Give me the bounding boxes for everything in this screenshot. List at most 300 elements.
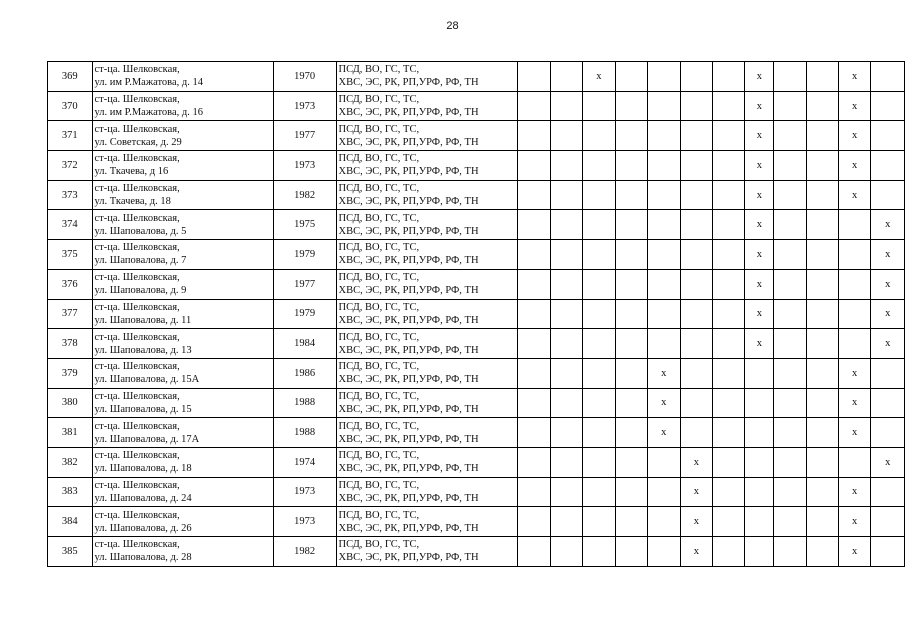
address-locality: ст-ца. Шелковская, xyxy=(94,539,180,551)
mark-cell xyxy=(774,537,806,567)
year-cell: 1988 xyxy=(273,418,336,448)
mark-cell xyxy=(806,447,838,477)
mark-cell xyxy=(615,210,647,240)
row-number-cell: 380 xyxy=(48,388,93,418)
mark-cell xyxy=(745,537,774,567)
address-locality: ст-ца. Шелковская, xyxy=(94,153,180,165)
mark-cell xyxy=(680,358,713,388)
address-locality: ст-ца. Шелковская, xyxy=(94,420,180,432)
mark-cell xyxy=(774,269,806,299)
mark-cell: x xyxy=(838,388,871,418)
mark-cell: x xyxy=(871,269,905,299)
address-cell xyxy=(92,358,273,388)
address-street: ул. Шаповалова, д. 5 xyxy=(94,225,187,237)
mark-cell xyxy=(774,62,806,92)
table-row xyxy=(48,329,905,359)
mark-cell: x xyxy=(838,507,871,537)
mark-cell xyxy=(550,477,582,507)
systems-line: ХВС, ЭС, РК, РП,УРФ, РФ, ТН xyxy=(338,433,479,445)
mark-cell: x xyxy=(838,151,871,181)
address-street: ул. Шаповалова, д. 15А xyxy=(94,374,200,386)
systems-cell xyxy=(336,388,518,418)
table-row xyxy=(48,358,905,388)
systems-line: ХВС, ЭС, РК, РП,УРФ, РФ, ТН xyxy=(338,77,479,89)
address-cell xyxy=(92,240,273,270)
table-row xyxy=(48,299,905,329)
mark-cell xyxy=(647,180,680,210)
mark-cell: x xyxy=(680,507,713,537)
address-street: ул. Шаповалова, д. 13 xyxy=(94,344,192,356)
systems-line: ПСД, ВО, ГС, ТС, xyxy=(338,509,420,521)
mark-cell: x xyxy=(838,180,871,210)
mark-cell xyxy=(647,537,680,567)
mark-cell xyxy=(583,151,616,181)
systems-line: ХВС, ЭС, РК, РП,УРФ, РФ, ТН xyxy=(338,522,479,534)
mark-cell xyxy=(518,388,550,418)
mark-cell xyxy=(550,388,582,418)
mark-cell xyxy=(838,210,871,240)
mark-cell xyxy=(583,447,616,477)
mark-cell xyxy=(806,418,838,448)
row-number-cell: 378 xyxy=(48,329,93,359)
systems-line: ПСД, ВО, ГС, ТС, xyxy=(338,123,420,135)
address-street: ул. Шаповалова, д. 17А xyxy=(94,433,200,445)
systems-cell xyxy=(336,121,518,151)
mark-cell xyxy=(615,91,647,121)
mark-cell xyxy=(680,269,713,299)
mark-cell xyxy=(647,329,680,359)
mark-cell: x xyxy=(838,537,871,567)
row-number-cell: 372 xyxy=(48,151,93,181)
mark-cell xyxy=(518,269,550,299)
mark-cell xyxy=(615,507,647,537)
mark-cell xyxy=(680,299,713,329)
mark-cell xyxy=(806,477,838,507)
mark-cell xyxy=(774,507,806,537)
address-locality: ст-ца. Шелковская, xyxy=(94,331,180,343)
table-row xyxy=(48,447,905,477)
mark-cell xyxy=(518,329,550,359)
mark-cell xyxy=(806,151,838,181)
mark-cell xyxy=(615,240,647,270)
systems-line: ХВС, ЭС, РК, РП,УРФ, РФ, ТН xyxy=(338,463,479,475)
table-row xyxy=(48,180,905,210)
systems-line: ПСД, ВО, ГС, ТС, xyxy=(338,420,420,432)
mark-cell: x xyxy=(745,151,774,181)
systems-line: ХВС, ЭС, РК, РП,УРФ, РФ, ТН xyxy=(338,344,479,356)
mark-cell xyxy=(647,151,680,181)
systems-line: ХВС, ЭС, РК, РП,УРФ, РФ, ТН xyxy=(338,107,479,119)
mark-cell xyxy=(550,418,582,448)
mark-cell xyxy=(615,329,647,359)
mark-cell xyxy=(774,180,806,210)
mark-cell xyxy=(713,507,745,537)
row-number-cell: 382 xyxy=(48,447,93,477)
systems-cell xyxy=(336,507,518,537)
mark-cell xyxy=(583,299,616,329)
address-cell xyxy=(92,91,273,121)
table-row xyxy=(48,121,905,151)
address-cell xyxy=(92,121,273,151)
address-cell xyxy=(92,477,273,507)
table-row xyxy=(48,477,905,507)
mark-cell: x xyxy=(871,447,905,477)
table-row xyxy=(48,388,905,418)
table-row xyxy=(48,151,905,181)
address-street: ул. им Р.Мажатова, д. 14 xyxy=(94,77,203,89)
mark-cell xyxy=(745,388,774,418)
address-street: ул. Шаповалова, д. 18 xyxy=(94,463,192,475)
table-row xyxy=(48,240,905,270)
mark-cell xyxy=(871,91,905,121)
mark-cell xyxy=(615,537,647,567)
address-cell xyxy=(92,151,273,181)
mark-cell xyxy=(806,358,838,388)
systems-line: ХВС, ЭС, РК, РП,УРФ, РФ, ТН xyxy=(338,255,479,267)
mark-cell xyxy=(713,210,745,240)
row-number-cell: 379 xyxy=(48,358,93,388)
mark-cell xyxy=(713,358,745,388)
year-cell: 1970 xyxy=(273,62,336,92)
systems-cell xyxy=(336,151,518,181)
mark-cell xyxy=(680,210,713,240)
mark-cell xyxy=(583,358,616,388)
systems-cell xyxy=(336,447,518,477)
address-locality: ст-ца. Шелковская, xyxy=(94,509,180,521)
mark-cell xyxy=(838,269,871,299)
mark-cell xyxy=(583,121,616,151)
mark-cell xyxy=(871,121,905,151)
mark-cell xyxy=(680,418,713,448)
mark-cell xyxy=(550,447,582,477)
address-street: ул. Шаповалова, д. 7 xyxy=(94,255,187,267)
mark-cell xyxy=(583,180,616,210)
mark-cell: x xyxy=(647,418,680,448)
mark-cell: x xyxy=(745,91,774,121)
systems-line: ХВС, ЭС, РК, РП,УРФ, РФ, ТН xyxy=(338,225,479,237)
mark-cell xyxy=(550,537,582,567)
mark-cell xyxy=(713,269,745,299)
mark-cell xyxy=(518,447,550,477)
table-row xyxy=(48,62,905,92)
year-cell: 1979 xyxy=(273,240,336,270)
address-street: ул. Шаповалова, д. 11 xyxy=(94,314,192,326)
mark-cell xyxy=(680,121,713,151)
row-number-cell: 370 xyxy=(48,91,93,121)
mark-cell xyxy=(518,537,550,567)
mark-cell xyxy=(774,91,806,121)
mark-cell: x xyxy=(838,62,871,92)
address-locality: ст-ца. Шелковская, xyxy=(94,272,180,284)
mark-cell xyxy=(745,477,774,507)
row-number-cell: 377 xyxy=(48,299,93,329)
mark-cell: x xyxy=(583,62,616,92)
systems-line: ПСД, ВО, ГС, ТС, xyxy=(338,539,420,551)
mark-cell xyxy=(713,299,745,329)
mark-cell xyxy=(713,240,745,270)
mark-cell: x xyxy=(838,91,871,121)
systems-cell xyxy=(336,269,518,299)
systems-line: ПСД, ВО, ГС, ТС, xyxy=(338,450,420,462)
row-number-cell: 383 xyxy=(48,477,93,507)
year-cell: 1986 xyxy=(273,358,336,388)
systems-line: ПСД, ВО, ГС, ТС, xyxy=(338,361,420,373)
mark-cell xyxy=(713,121,745,151)
table-row xyxy=(48,507,905,537)
mark-cell xyxy=(518,121,550,151)
mark-cell xyxy=(745,447,774,477)
mark-cell xyxy=(550,240,582,270)
mark-cell: x xyxy=(745,240,774,270)
year-cell: 1974 xyxy=(273,447,336,477)
year-cell: 1973 xyxy=(273,91,336,121)
systems-line: ХВС, ЭС, РК, РП,УРФ, РФ, ТН xyxy=(338,285,479,297)
table-body xyxy=(48,62,905,567)
systems-cell xyxy=(336,62,518,92)
mark-cell: x xyxy=(745,329,774,359)
address-locality: ст-ца. Шелковская, xyxy=(94,301,180,313)
mark-cell xyxy=(518,507,550,537)
mark-cell xyxy=(806,269,838,299)
mark-cell xyxy=(647,210,680,240)
systems-line: ХВС, ЭС, РК, РП,УРФ, РФ, ТН xyxy=(338,492,479,504)
address-street: ул. им Р.Мажатова, д. 16 xyxy=(94,107,203,119)
table-row xyxy=(48,537,905,567)
mark-cell xyxy=(647,299,680,329)
mark-cell xyxy=(806,537,838,567)
systems-cell xyxy=(336,180,518,210)
table-row xyxy=(48,418,905,448)
mark-cell xyxy=(615,477,647,507)
address-locality: ст-ца. Шелковская, xyxy=(94,183,180,195)
mark-cell xyxy=(518,418,550,448)
table-row xyxy=(48,269,905,299)
systems-line: ХВС, ЭС, РК, РП,УРФ, РФ, ТН xyxy=(338,552,479,564)
mark-cell xyxy=(518,299,550,329)
mark-cell xyxy=(806,180,838,210)
mark-cell: x xyxy=(647,358,680,388)
year-cell: 1973 xyxy=(273,477,336,507)
year-cell: 1977 xyxy=(273,121,336,151)
mark-cell xyxy=(647,62,680,92)
mark-cell xyxy=(774,477,806,507)
mark-cell xyxy=(680,180,713,210)
systems-cell xyxy=(336,299,518,329)
address-cell xyxy=(92,62,273,92)
mark-cell xyxy=(806,62,838,92)
mark-cell: x xyxy=(745,299,774,329)
row-number-cell: 381 xyxy=(48,418,93,448)
address-cell xyxy=(92,507,273,537)
systems-cell xyxy=(336,418,518,448)
mark-cell xyxy=(518,210,550,240)
address-cell xyxy=(92,418,273,448)
mark-cell xyxy=(774,299,806,329)
row-number-cell: 373 xyxy=(48,180,93,210)
address-street: ул. Ткачева, д. 18 xyxy=(94,196,171,208)
mark-cell xyxy=(806,388,838,418)
mark-cell xyxy=(838,240,871,270)
mark-cell xyxy=(713,329,745,359)
mark-cell xyxy=(871,62,905,92)
mark-cell: x xyxy=(871,299,905,329)
systems-line: ПСД, ВО, ГС, ТС, xyxy=(338,183,420,195)
mark-cell: x xyxy=(745,210,774,240)
mark-cell xyxy=(518,151,550,181)
mark-cell xyxy=(774,240,806,270)
mark-cell xyxy=(583,507,616,537)
mark-cell xyxy=(518,358,550,388)
mark-cell xyxy=(806,507,838,537)
mark-cell xyxy=(774,329,806,359)
mark-cell xyxy=(806,210,838,240)
systems-line: ПСД, ВО, ГС, ТС, xyxy=(338,64,420,76)
year-cell: 1979 xyxy=(273,299,336,329)
address-cell xyxy=(92,180,273,210)
address-locality: ст-ца. Шелковская, xyxy=(94,390,180,402)
mark-cell xyxy=(550,210,582,240)
address-street: ул. Шаповалова, д. 9 xyxy=(94,285,187,297)
row-number-cell: 369 xyxy=(48,62,93,92)
mark-cell xyxy=(774,418,806,448)
address-street: ул. Шаповалова, д. 28 xyxy=(94,552,192,564)
year-cell: 1982 xyxy=(273,180,336,210)
mark-cell xyxy=(680,62,713,92)
address-cell xyxy=(92,329,273,359)
mark-cell xyxy=(615,180,647,210)
mark-cell: x xyxy=(647,388,680,418)
address-cell xyxy=(92,388,273,418)
systems-line: ПСД, ВО, ГС, ТС, xyxy=(338,301,420,313)
row-number-cell: 375 xyxy=(48,240,93,270)
mark-cell: x xyxy=(745,269,774,299)
systems-line: ПСД, ВО, ГС, ТС, xyxy=(338,272,420,284)
mark-cell xyxy=(647,447,680,477)
mark-cell xyxy=(806,299,838,329)
systems-line: ПСД, ВО, ГС, ТС, xyxy=(338,94,420,106)
systems-line: ХВС, ЭС, РК, РП,УРФ, РФ, ТН xyxy=(338,314,479,326)
mark-cell xyxy=(745,358,774,388)
systems-cell xyxy=(336,358,518,388)
mark-cell xyxy=(550,358,582,388)
mark-cell xyxy=(871,358,905,388)
mark-cell xyxy=(550,121,582,151)
mark-cell: x xyxy=(680,537,713,567)
mark-cell xyxy=(680,151,713,181)
mark-cell xyxy=(615,62,647,92)
row-number-cell: 385 xyxy=(48,537,93,567)
mark-cell xyxy=(713,62,745,92)
mark-cell xyxy=(647,91,680,121)
mark-cell: x xyxy=(871,210,905,240)
mark-cell xyxy=(518,62,550,92)
mark-cell xyxy=(838,447,871,477)
mark-cell xyxy=(774,121,806,151)
mark-cell xyxy=(806,121,838,151)
address-locality: ст-ца. Шелковская, xyxy=(94,479,180,491)
mark-cell xyxy=(583,91,616,121)
mark-cell: x xyxy=(838,358,871,388)
mark-cell xyxy=(838,299,871,329)
mark-cell xyxy=(550,269,582,299)
row-number-cell: 374 xyxy=(48,210,93,240)
year-cell: 1984 xyxy=(273,329,336,359)
mark-cell xyxy=(583,329,616,359)
mark-cell xyxy=(806,91,838,121)
table-row xyxy=(48,91,905,121)
address-locality: ст-ца. Шелковская, xyxy=(94,450,180,462)
systems-cell xyxy=(336,537,518,567)
row-number-cell: 371 xyxy=(48,121,93,151)
address-locality: ст-ца. Шелковская, xyxy=(94,242,180,254)
table-row xyxy=(48,210,905,240)
year-cell: 1988 xyxy=(273,388,336,418)
address-cell xyxy=(92,537,273,567)
mark-cell xyxy=(615,269,647,299)
address-locality: ст-ца. Шелковская, xyxy=(94,212,180,224)
systems-line: ХВС, ЭС, РК, РП,УРФ, РФ, ТН xyxy=(338,166,479,178)
mark-cell xyxy=(713,477,745,507)
systems-line: ПСД, ВО, ГС, ТС, xyxy=(338,212,420,224)
address-locality: ст-ца. Шелковская, xyxy=(94,94,180,106)
mark-cell xyxy=(550,507,582,537)
mark-cell: x xyxy=(745,62,774,92)
page-number: 28 xyxy=(446,20,459,32)
mark-cell xyxy=(550,180,582,210)
mark-cell: x xyxy=(871,329,905,359)
mark-cell xyxy=(615,447,647,477)
year-cell: 1973 xyxy=(273,151,336,181)
mark-cell: x xyxy=(838,121,871,151)
mark-cell: x xyxy=(871,240,905,270)
address-cell xyxy=(92,299,273,329)
systems-line: ПСД, ВО, ГС, ТС, xyxy=(338,331,420,343)
mark-cell xyxy=(583,418,616,448)
mark-cell xyxy=(774,388,806,418)
mark-cell xyxy=(871,388,905,418)
mark-cell xyxy=(806,329,838,359)
mark-cell xyxy=(518,91,550,121)
mark-cell xyxy=(871,151,905,181)
mark-cell xyxy=(583,269,616,299)
mark-cell xyxy=(806,240,838,270)
mark-cell xyxy=(745,507,774,537)
mark-cell xyxy=(518,240,550,270)
mark-cell xyxy=(680,329,713,359)
systems-cell xyxy=(336,91,518,121)
mark-cell xyxy=(745,418,774,448)
year-cell: 1977 xyxy=(273,269,336,299)
systems-line: ПСД, ВО, ГС, ТС, xyxy=(338,390,420,402)
systems-cell xyxy=(336,477,518,507)
systems-line: ХВС, ЭС, РК, РП,УРФ, РФ, ТН xyxy=(338,403,479,415)
systems-cell xyxy=(336,240,518,270)
systems-line: ПСД, ВО, ГС, ТС, xyxy=(338,479,420,491)
year-cell: 1975 xyxy=(273,210,336,240)
mark-cell xyxy=(615,121,647,151)
year-cell: 1982 xyxy=(273,537,336,567)
mark-cell xyxy=(713,151,745,181)
address-street: ул. Ткачева, д 16 xyxy=(94,166,169,178)
mark-cell xyxy=(647,240,680,270)
address-street: ул. Советская, д. 29 xyxy=(94,136,182,148)
mark-cell xyxy=(647,477,680,507)
mark-cell xyxy=(615,299,647,329)
mark-cell xyxy=(774,210,806,240)
address-locality: ст-ца. Шелковская, xyxy=(94,64,180,76)
building-registry-table xyxy=(47,61,905,567)
mark-cell xyxy=(550,329,582,359)
